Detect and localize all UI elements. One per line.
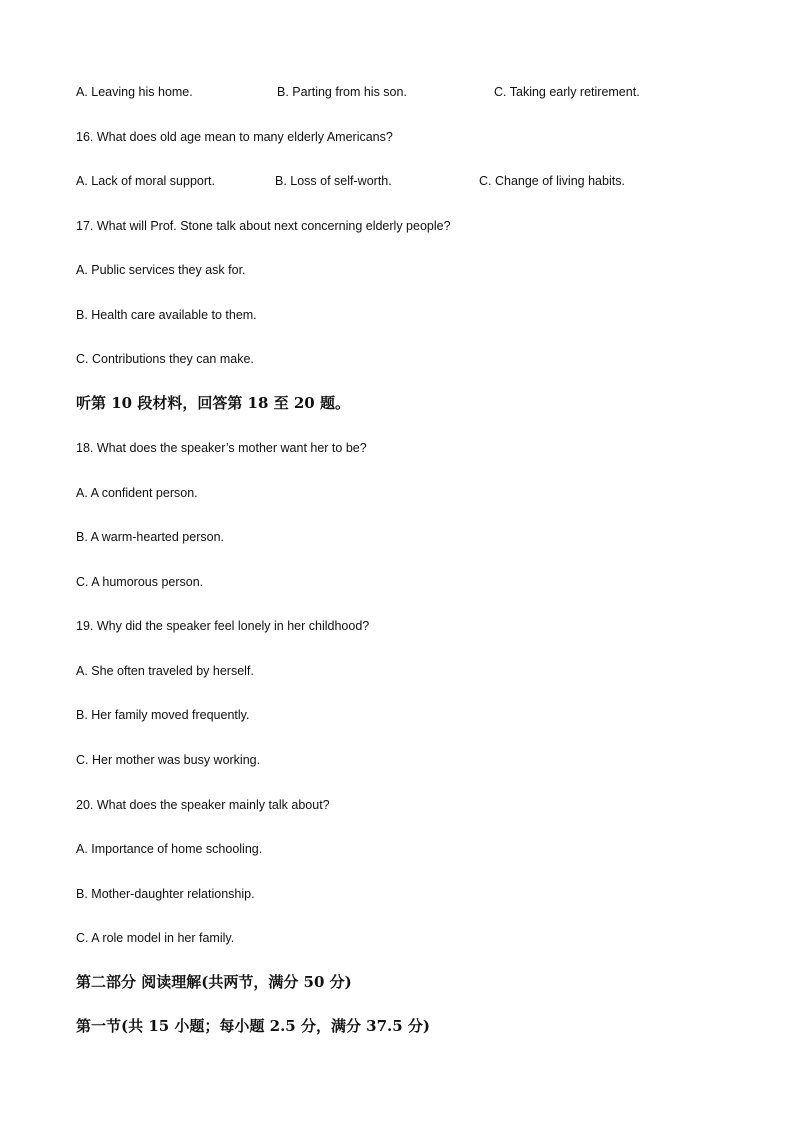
part2-title: 第二部分 阅读理解(共两节，满分 50 分) (76, 973, 352, 991)
q15-option-c: C. Taking early retirement. (494, 85, 640, 99)
q18-option-b: B. A warm-hearted person. (76, 530, 224, 544)
q15-option-a: A. Leaving his home. (76, 85, 193, 99)
q19-question: 19. Why did the speaker feel lonely in her childhood? (76, 619, 370, 633)
q16-option-a: A. Lack of moral support. (76, 174, 215, 188)
q20-option-c: C. A role model in her family. (76, 931, 235, 945)
q20-question: 20. What does the speaker mainly talk about? (76, 798, 330, 812)
q16-option-b: B. Loss of self-worth. (275, 174, 392, 188)
section1-title: 第一节(共 15 小题；每小题 2.5 分，满分 37.5 分) (76, 1017, 431, 1035)
q17-option-b: B. Health care available to them. (76, 308, 257, 322)
q20-option-b: B. Mother-daughter relationship. (76, 887, 255, 901)
q16-option-c: C. Change of living habits. (479, 174, 625, 188)
q16-question: 16. What does old age mean to many elderly Americans? (76, 130, 393, 144)
q18-option-c: C. A humorous person. (76, 575, 204, 589)
q17-question: 17. What will Prof. Stone talk about next concerning elderly people? (76, 219, 451, 233)
q19-option-c: C. Her mother was busy working. (76, 753, 261, 767)
q18-option-a: A. A confident person. (76, 486, 198, 500)
q19-option-a: A. She often traveled by herself. (76, 664, 254, 678)
q15-option-b: B. Parting from his son. (277, 85, 407, 99)
q18-question: 18. What does the speaker’s mother want her to be? (76, 441, 367, 455)
q20-option-a: A. Importance of home schooling. (76, 842, 263, 856)
q17-option-c: C. Contributions they can make. (76, 352, 254, 366)
q17-option-a: A. Public services they ask for. (76, 263, 246, 277)
q19-option-b: B. Her family moved frequently. (76, 708, 250, 722)
section-10-heading: 听第 10 段材料，回答第 18 至 20 题。 (76, 394, 350, 412)
